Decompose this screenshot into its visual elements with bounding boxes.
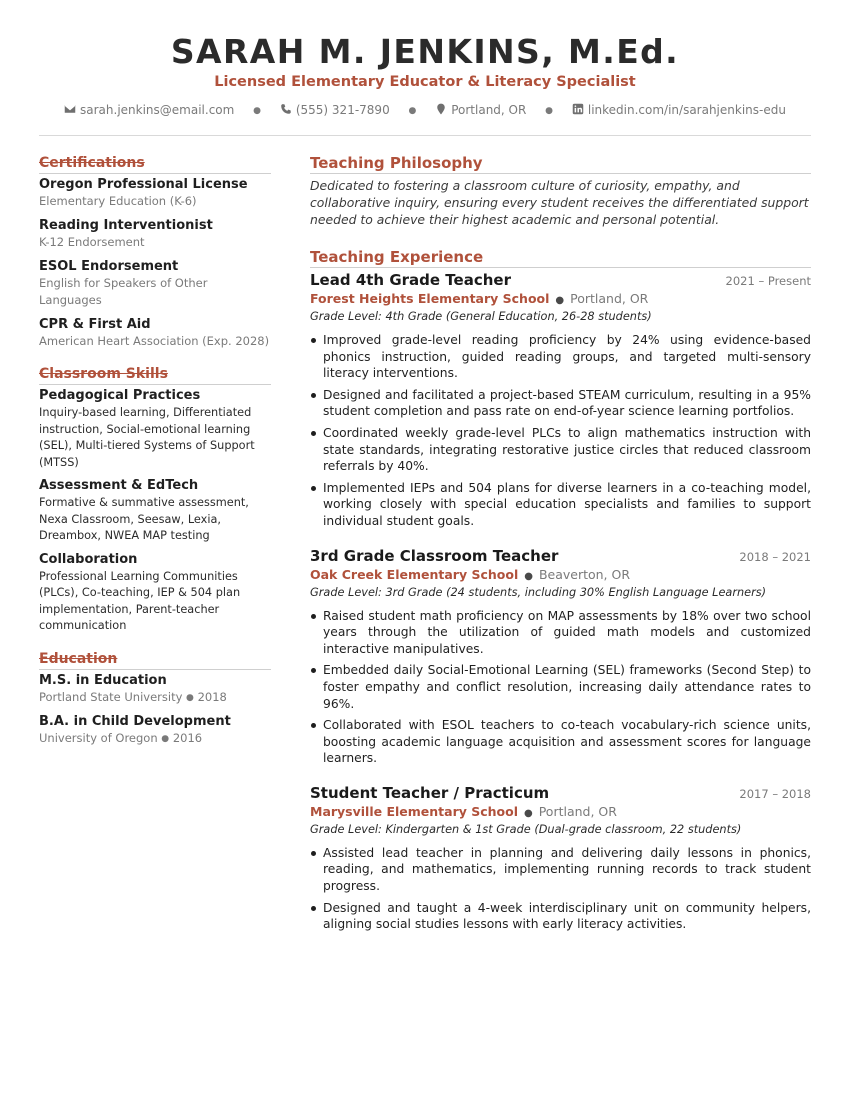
skill-item — [39, 551, 271, 635]
job-organization — [310, 803, 811, 822]
skill-name: Collaboration — [39, 551, 138, 567]
contact-bar — [0, 102, 850, 119]
job-header — [310, 546, 811, 566]
contact-separator: ● — [545, 106, 554, 116]
certification-item — [39, 176, 271, 210]
skill-item — [39, 477, 271, 545]
education-school: University of Oregon — [39, 730, 158, 745]
education-section — [39, 649, 271, 748]
philosophy-text: Dedicated to fostering a classroom culture of curiosity, empathy, and collaborative inquiry, ensuring every student receives the differentiated support needed to achieve their highest academic and personal potential. — [310, 178, 809, 227]
candidate-tagline: Licensed Elementary Educator & Literacy Specialist — [214, 74, 636, 90]
job-bullets — [310, 332, 811, 530]
certification-name: Oregon Professional License — [39, 177, 248, 192]
job-bullet: Coordinated weekly grade-level PLCs to align mathematics instruction with state standards, integrating restorative justice circles that reduced classroom referrals by 40%. — [310, 425, 811, 475]
job-header — [310, 270, 811, 290]
education-separator: ● — [161, 733, 170, 744]
certifications-heading: Certifications — [39, 153, 271, 174]
job-bullet: Designed and taught a 4-week interdisciplinary unit on community helpers, aligning social studies lessons with early literacy activities. — [310, 900, 811, 933]
job-location: Beaverton, OR — [538, 566, 631, 582]
contact-location-text: Portland, OR — [451, 103, 527, 117]
certification-item — [39, 316, 271, 350]
certification-item — [39, 217, 271, 251]
education-separator: ● — [186, 692, 194, 703]
job-school: Oak Creek Elementary School — [310, 566, 519, 582]
certification-item — [39, 258, 271, 309]
job-bullets — [310, 608, 811, 767]
education-item — [39, 713, 271, 748]
skill-detail: Professional Learning Communities (PLCs), Co-teaching, IEP & 504 plan implementation, Parent-teacher communication — [39, 569, 241, 632]
contact-phone[interactable] — [280, 102, 390, 118]
header-divider — [39, 135, 811, 136]
education-item — [39, 672, 271, 707]
job-location: Portland, OR — [538, 803, 617, 819]
job-organization — [310, 290, 811, 309]
job-location: Portland, OR — [570, 291, 649, 306]
job-bullet: Raised student math proficiency on MAP assessments by 18% over two school years through the utilization of guided math models and customized interactive manipulatives. — [310, 608, 811, 658]
education-degree: B.A. in Child Development — [39, 713, 231, 729]
job-title: 3rd Grade Classroom Teacher — [310, 546, 559, 565]
education-heading: Education — [39, 649, 271, 670]
experience-section — [310, 247, 811, 933]
philosophy-section — [310, 153, 811, 228]
job-entry — [310, 270, 811, 530]
experience-heading: Teaching Experience — [310, 247, 811, 268]
job-dates: 2017 – 2018 — [739, 786, 811, 801]
contact-email[interactable] — [64, 102, 234, 118]
skill-name: Assessment & EdTech — [39, 478, 199, 493]
job-dates: 2021 – Present — [725, 274, 811, 288]
contact-separator: ● — [408, 106, 417, 116]
phone-icon — [280, 103, 292, 115]
job-bullet: Improved grade-level reading proficiency by 24% using evidence-based phonics instruction, guided reading groups, and targeted multi-sensory literacy interventions. — [310, 332, 811, 382]
job-separator: ● — [524, 570, 533, 582]
skill-detail: Inquiry-based learning, Differentiated instruction, Social-emotional learning (SEL), Multi-tiered Systems of Support (MTSS) — [39, 406, 255, 469]
job-header — [310, 783, 811, 803]
contact-separator: ● — [253, 106, 262, 116]
skill-item — [39, 387, 271, 471]
job-school: Marysville Elementary School — [310, 803, 519, 819]
education-detail — [39, 689, 271, 707]
education-detail — [39, 730, 271, 748]
skill-name: Pedagogical Practices — [39, 388, 201, 403]
skills-section — [39, 364, 271, 635]
contact-linkedin-text: linkedin.com/in/sarahjenkins-edu — [587, 103, 786, 117]
job-bullet: Collaborated with ESOL teachers to co-teach vocabulary-rich science units, boosting academic language acquisition and assessment scores for language learners. — [310, 717, 811, 767]
job-entry — [310, 546, 811, 767]
contact-location — [435, 102, 526, 118]
contact-phone-text: (555) 321-7890 — [295, 103, 390, 117]
certification-detail: Elementary Education (K-6) — [39, 194, 197, 208]
education-year: 2018 — [197, 689, 227, 704]
right-column — [310, 153, 811, 938]
job-separator: ● — [524, 807, 533, 819]
certification-detail: English for Speakers of Other Languages — [39, 276, 208, 307]
philosophy-heading: Teaching Philosophy — [310, 153, 811, 174]
job-school: Forest Heights Elementary School — [310, 291, 550, 306]
job-entry — [310, 783, 811, 933]
skill-detail: Formative & summative assessment, Nexa Classroom, Seesaw, Lexia, Dreambox, NWEA MAP testing — [39, 496, 249, 542]
contact-linkedin[interactable] — [572, 102, 786, 118]
certification-name: CPR & First Aid — [39, 317, 151, 332]
job-grade-level: Grade Level: 4th Grade (General Education, 26-28 students) — [310, 310, 652, 323]
envelope-icon — [64, 103, 76, 115]
education-school: Portland State University — [39, 689, 183, 704]
job-bullet: Assisted lead teacher in planning and delivering daily lessons in phonics, reading, and mathematics, implementing running records to track student progress. — [310, 845, 811, 895]
job-title: Student Teacher / Practicum — [310, 783, 550, 802]
job-title: Lead 4th Grade Teacher — [310, 271, 511, 289]
job-organization — [310, 566, 811, 585]
left-column — [39, 153, 271, 762]
linkedin-icon — [572, 103, 584, 115]
job-grade-level: Grade Level: Kindergarten & 1st Grade (Dual-grade classroom, 22 students) — [310, 822, 742, 836]
resume-header — [0, 28, 850, 119]
certification-name: ESOL Endorsement — [39, 259, 179, 274]
job-grade-level: Grade Level: 3rd Grade (24 students, including 30% English Language Learners) — [310, 585, 767, 599]
job-separator: ● — [555, 295, 565, 306]
job-bullets — [310, 845, 811, 933]
certification-name: Reading Interventionist — [39, 218, 213, 233]
skills-heading: Classroom Skills — [39, 364, 271, 385]
certifications-section — [39, 153, 271, 350]
education-degree: M.S. in Education — [39, 672, 167, 688]
job-bullet: Designed and facilitated a project-based STEAM curriculum, resulting in a 95% student completion and pass rate on end-of-year science learning portfolios. — [310, 387, 811, 420]
candidate-name: SARAH M. JENKINS, M.Ed. — [170, 32, 680, 71]
contact-email-text: sarah.jenkins@email.com — [80, 103, 235, 117]
certification-detail: American Heart Association (Exp. 2028) — [39, 334, 270, 348]
job-bullet: Implemented IEPs and 504 plans for diverse learners in a co-teaching model, working closely with special education specialists and families to support individual student goals. — [310, 480, 811, 530]
job-bullet: Embedded daily Social-Emotional Learning (SEL) frameworks (Second Step) to foster empathy and conflict resolution, increasing daily attendance rates to 96%. — [310, 662, 811, 712]
certification-detail: K-12 Endorsement — [39, 235, 145, 249]
map-pin-icon — [435, 103, 447, 115]
job-dates: 2018 – 2021 — [739, 549, 811, 564]
education-year: 2016 — [172, 730, 203, 745]
